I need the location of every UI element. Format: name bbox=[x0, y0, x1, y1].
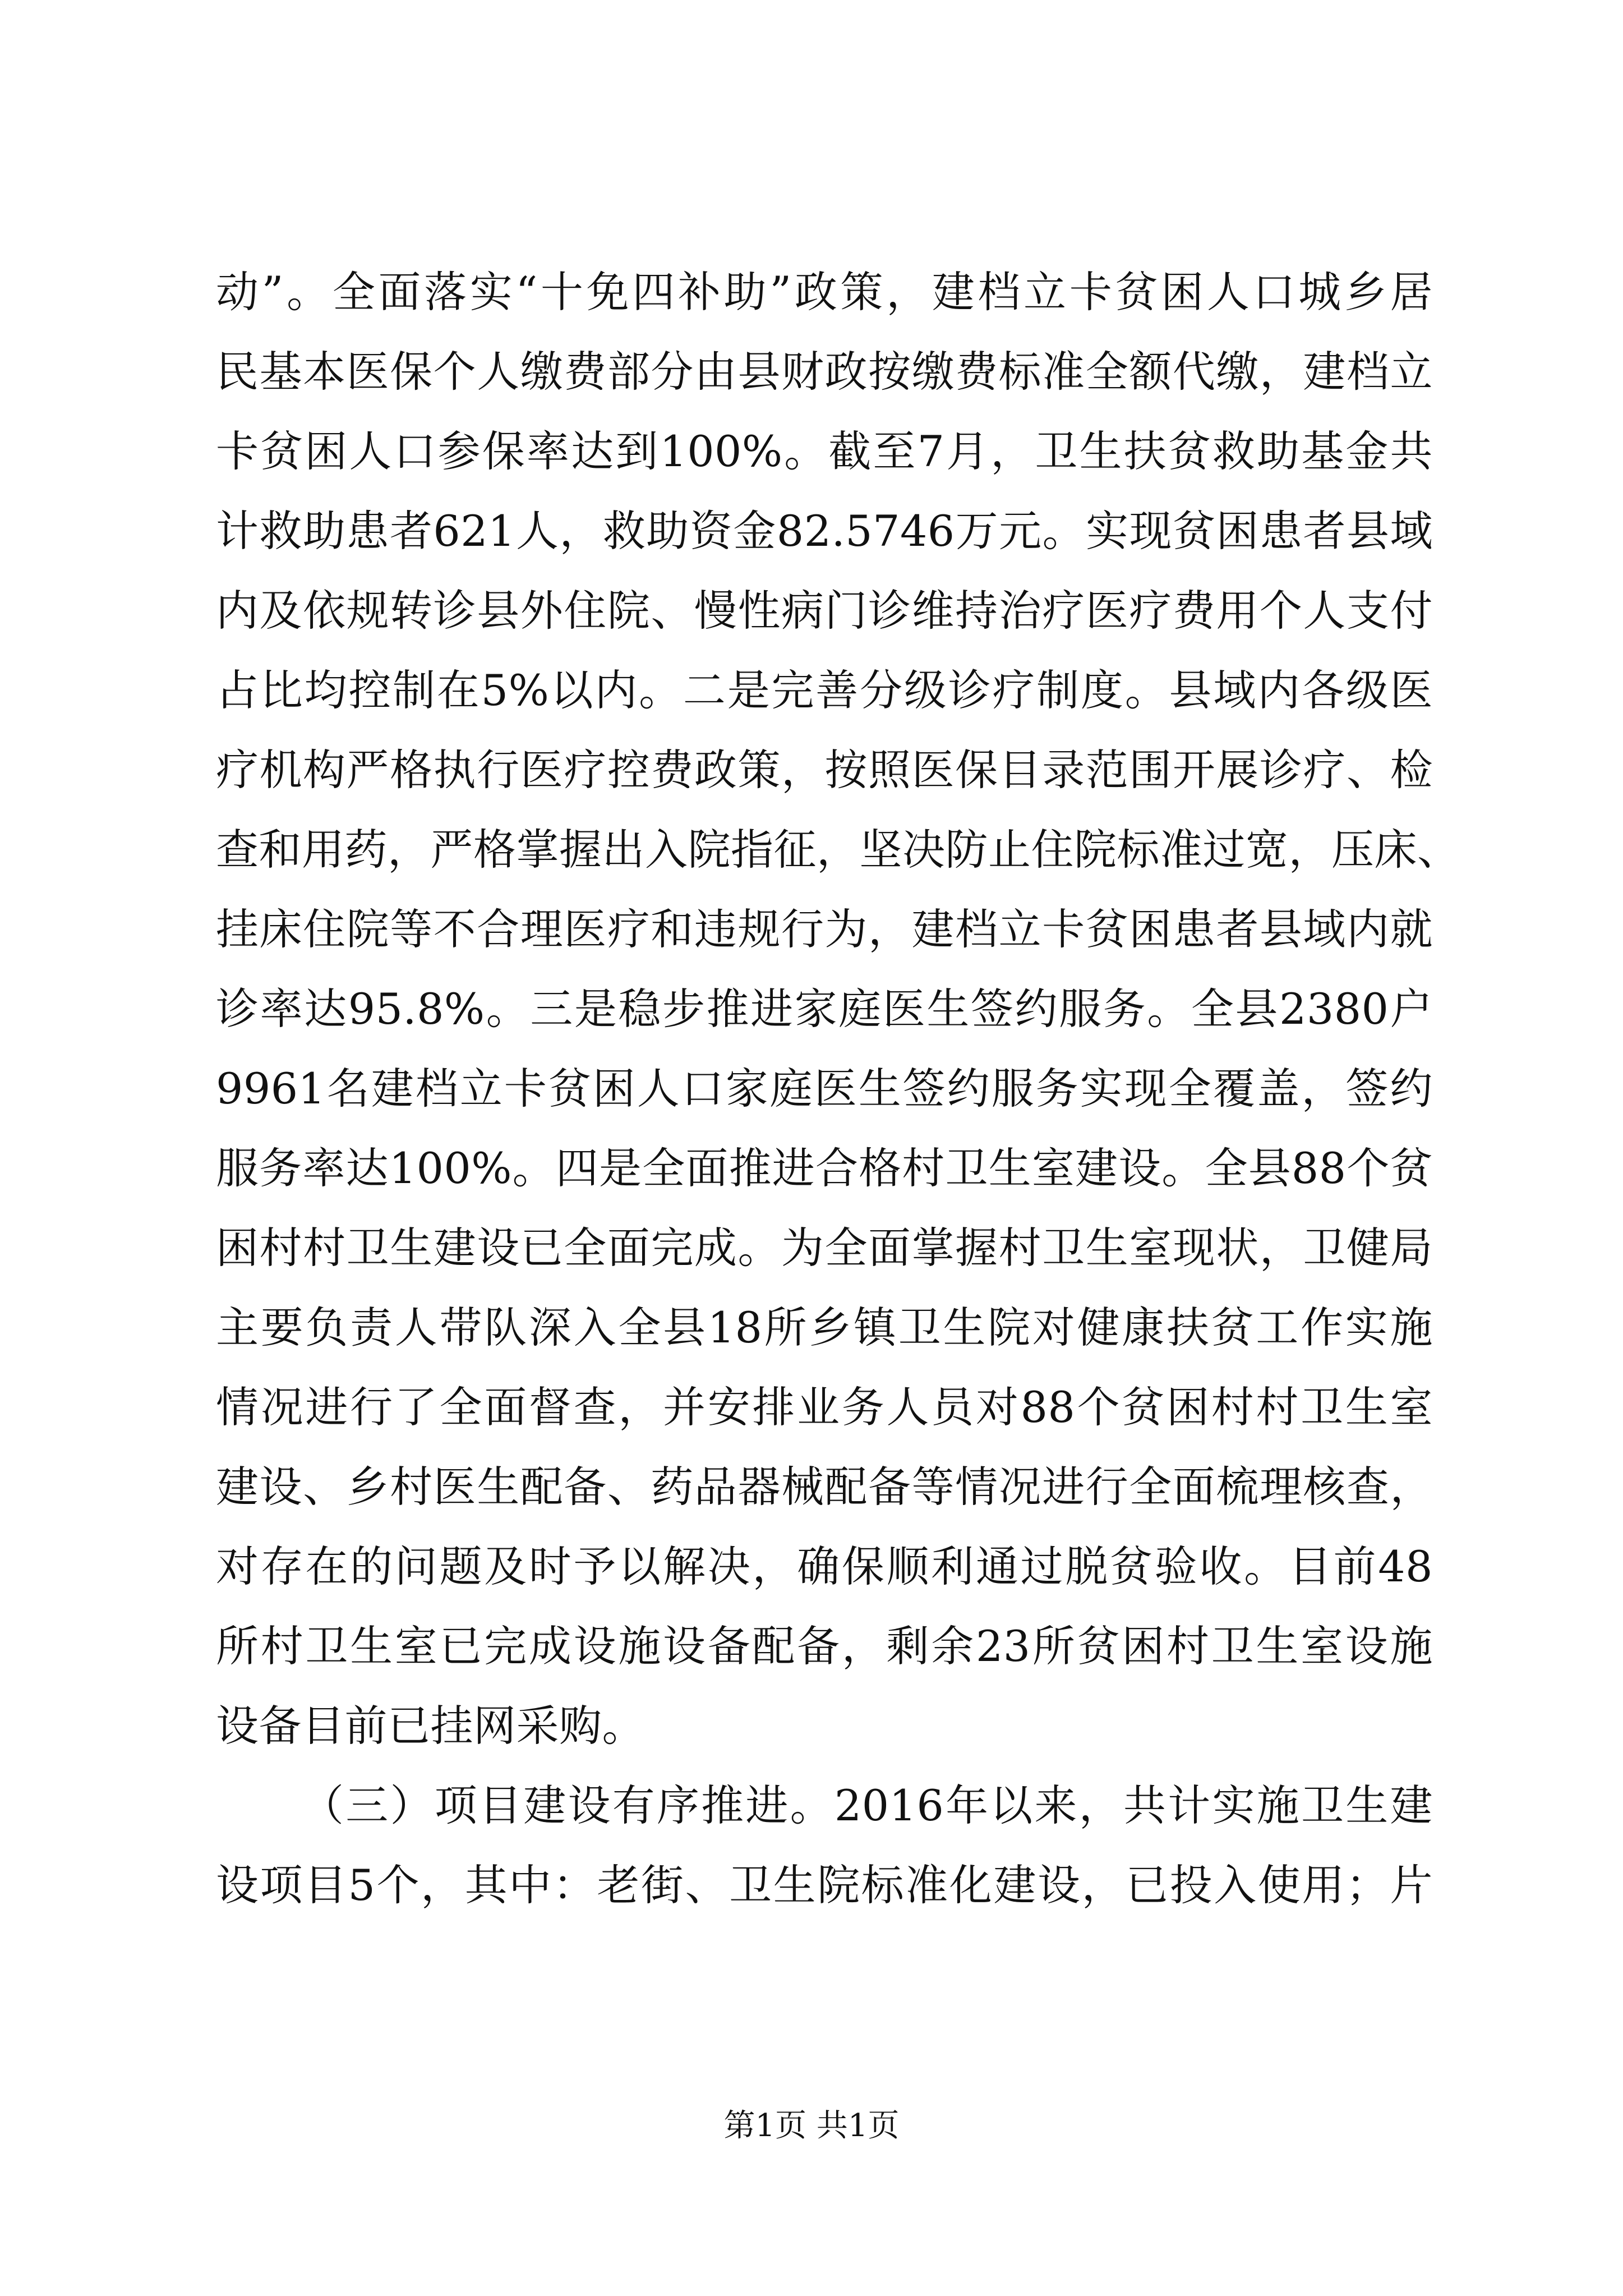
text-line-8: 查和用药，严格掌握出入院指征，坚决防止住院标准过宽，压床、 bbox=[216, 825, 1460, 875]
text-line-5: 内及依规转诊县外住院、慢性病门诊维持治疗医疗费用个人支付 bbox=[216, 586, 1433, 636]
text-line-14: 主要负责人带队深入全县18所乡镇卫生院对健康扶贫工作实施 bbox=[216, 1303, 1433, 1352]
text-line-6: 占比均控制在5%以内。二是完善分级诊疗制度。县域内各级医 bbox=[216, 665, 1433, 715]
text-line-16: 建设、乡村医生配备、药品器械配备等情况进行全面梳理核查， bbox=[216, 1462, 1433, 1512]
text-line-17: 对存在的问题及时予以解决，确保顺利通过脱贫验收。目前48 bbox=[216, 1542, 1433, 1591]
text-line-20: （三）项目建设有序推进。2016年以来，共计实施卫生建 bbox=[301, 1780, 1433, 1830]
text-line-15: 情况进行了全面督查，并安排业务人员对88个贫困村村卫生室 bbox=[216, 1382, 1433, 1432]
text-line-3: 卡贫困人口参保率达到100%。截至7月，卫生扶贫救助基金共 bbox=[216, 426, 1433, 476]
page-footer: 第1页 共1页 bbox=[723, 2108, 900, 2144]
text-line-11: 9961名建档立卡贫困人口家庭医生签约服务实现全覆盖，签约 bbox=[216, 1064, 1433, 1114]
text-line-2: 民基本医保个人缴费部分由县财政按缴费标准全额代缴，建档立 bbox=[216, 347, 1433, 397]
text-line-9: 挂床住院等不合理医疗和违规行为，建档立卡贫困患者县域内就 bbox=[216, 904, 1433, 954]
text-line-13: 困村村卫生建设已全面完成。为全面掌握村卫生室现状，卫健局 bbox=[216, 1223, 1433, 1273]
text-line-7: 疗机构严格执行医疗控费政策，按照医保目录范围开展诊疗、检 bbox=[216, 745, 1433, 795]
text-line-18: 所村卫生室已完成设施设备配备，剩余23所贫困村卫生室设施 bbox=[216, 1621, 1433, 1671]
text-line-21: 设项目5个，其中：老街、卫生院标准化建设，已投入使用；片 bbox=[216, 1860, 1433, 1910]
text-line-19: 设备目前已挂网采购。 bbox=[216, 1701, 645, 1751]
text-line-10: 诊率达95.8%。三是稳步推进家庭医生签约服务。全县2380户 bbox=[216, 984, 1433, 1034]
text-line-1: 动”。全面落实“十免四补助”政策，建档立卡贫困人口城乡居 bbox=[216, 267, 1433, 317]
text-line-4: 计救助患者621人，救助资金82.5746万元。实现贫困患者县域 bbox=[216, 506, 1433, 556]
document-body bbox=[216, 252, 1460, 1925]
text-line-12: 服务率达100%。四是全面推进合格村卫生室建设。全县88个贫 bbox=[216, 1143, 1433, 1193]
